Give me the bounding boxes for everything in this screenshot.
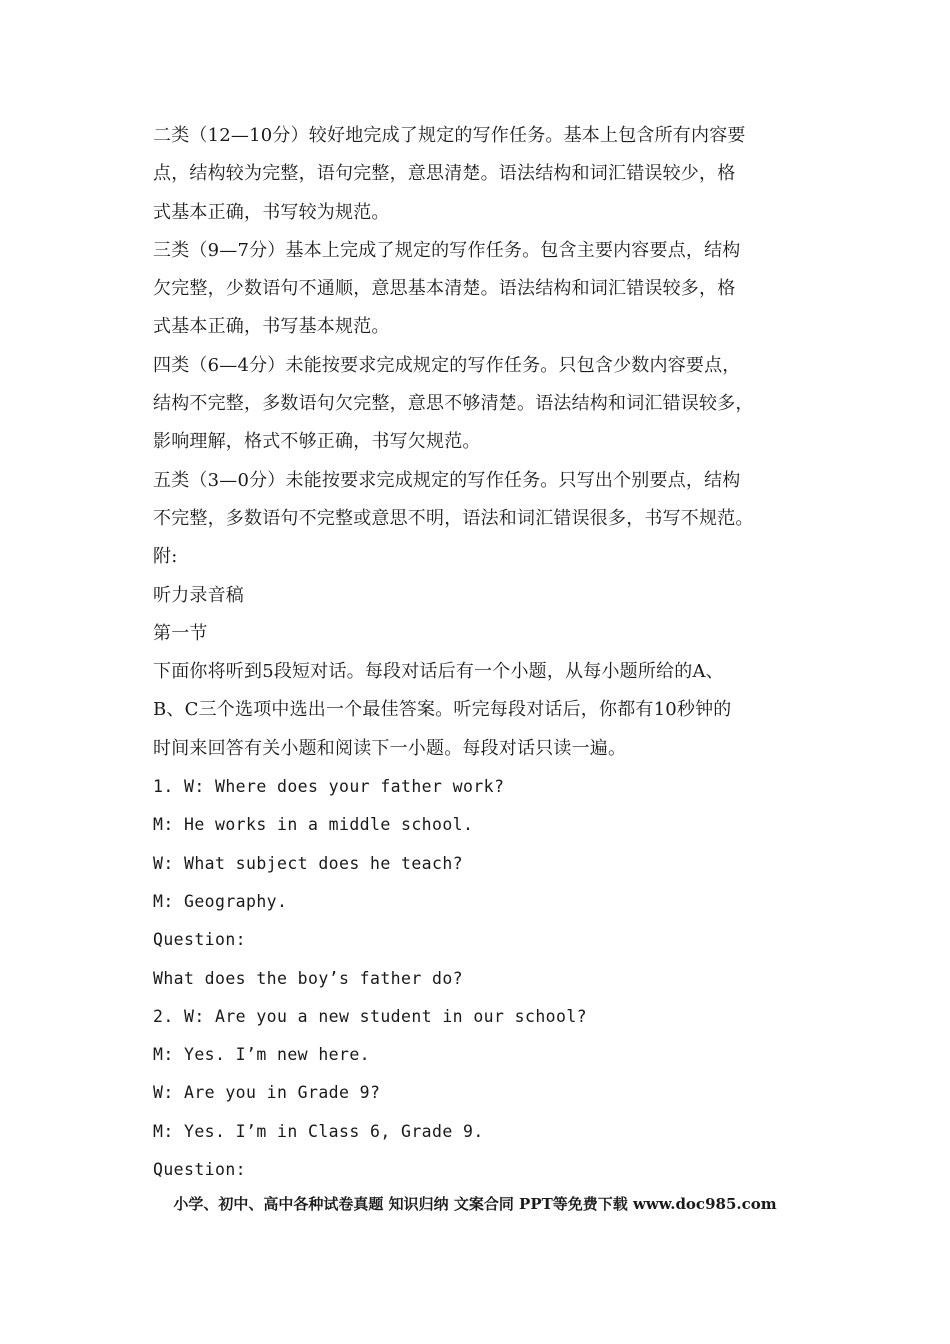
question-label: Question: xyxy=(153,930,247,950)
text-line: 不完整，多数语句不完整或意思不明，语法和词汇错误很多，书写不规范。 xyxy=(153,507,754,529)
instruction-line: B、C三个选项中选出一个最佳答案。听完每段对话后，你都有10秒钟的 xyxy=(153,699,732,721)
dialogue-line: M: Yes. I’m in Class 6, Grade 9. xyxy=(153,1121,484,1141)
document-body xyxy=(153,117,813,1189)
text-line: 影响理解，格式不够正确，书写欠规范。 xyxy=(153,431,481,453)
question-label: Question: xyxy=(153,1160,247,1180)
instruction-line: 下面你将听到5段短对话。每段对话后有一个小题，从每小题所给的A、 xyxy=(153,661,724,683)
dialogue-line: M: He works in a middle school. xyxy=(153,815,474,835)
text-line: 式基本正确，书写较为规范。 xyxy=(153,201,390,223)
dialogue-line: 2. W: Are you a new student in our school? xyxy=(153,1006,588,1026)
section-heading: 听力录音稿 xyxy=(153,584,244,606)
dialogue-line: 1. W: Where does your father work? xyxy=(153,777,505,797)
instruction-line: 时间来回答有关小题和阅读下一小题。每段对话只读一遍。 xyxy=(153,737,627,759)
text-line: 四类（6—4分）未能按要求完成规定的写作任务。只包含少数内容要点， xyxy=(153,354,741,376)
dialogue-line: W: Are you in Grade 9? xyxy=(153,1083,381,1103)
text-line: 式基本正确，书写基本规范。 xyxy=(153,316,390,338)
dialogue-line: M: Yes. I’m new here. xyxy=(153,1045,371,1065)
text-line: 点，结构较为完整，语句完整，意思清楚。语法结构和词汇错误较少，格 xyxy=(153,163,736,185)
page-footer: 小学、初中、高中各种试卷真题 知识归纳 文案合同 PPT等免费下载 www.doc985.com xyxy=(173,1195,777,1213)
appendix-label: 附: xyxy=(153,546,178,568)
text-line: 结构不完整，多数语句欠完整，意思不够清楚。语法结构和词汇错误较多， xyxy=(153,393,754,415)
text-line: 欠完整，少数语句不通顺，意思基本清楚。语法结构和词汇错误较多，格 xyxy=(153,278,736,300)
text-line: 二类（12—10分）较好地完成了规定的写作任务。基本上包含所有内容要 xyxy=(153,125,746,146)
text-line: 五类（3—0分）未能按要求完成规定的写作任务。只写出个别要点，结构 xyxy=(153,469,741,491)
dialogue-line: W: What subject does he teach? xyxy=(153,853,464,873)
question-text: What does the boy’s father do? xyxy=(153,968,464,988)
dialogue-line: M: Geography. xyxy=(153,891,288,911)
text-line: 三类（9—7分）基本上完成了规定的写作任务。包含主要内容要点，结构 xyxy=(153,239,741,261)
subsection-heading: 第一节 xyxy=(153,622,208,644)
